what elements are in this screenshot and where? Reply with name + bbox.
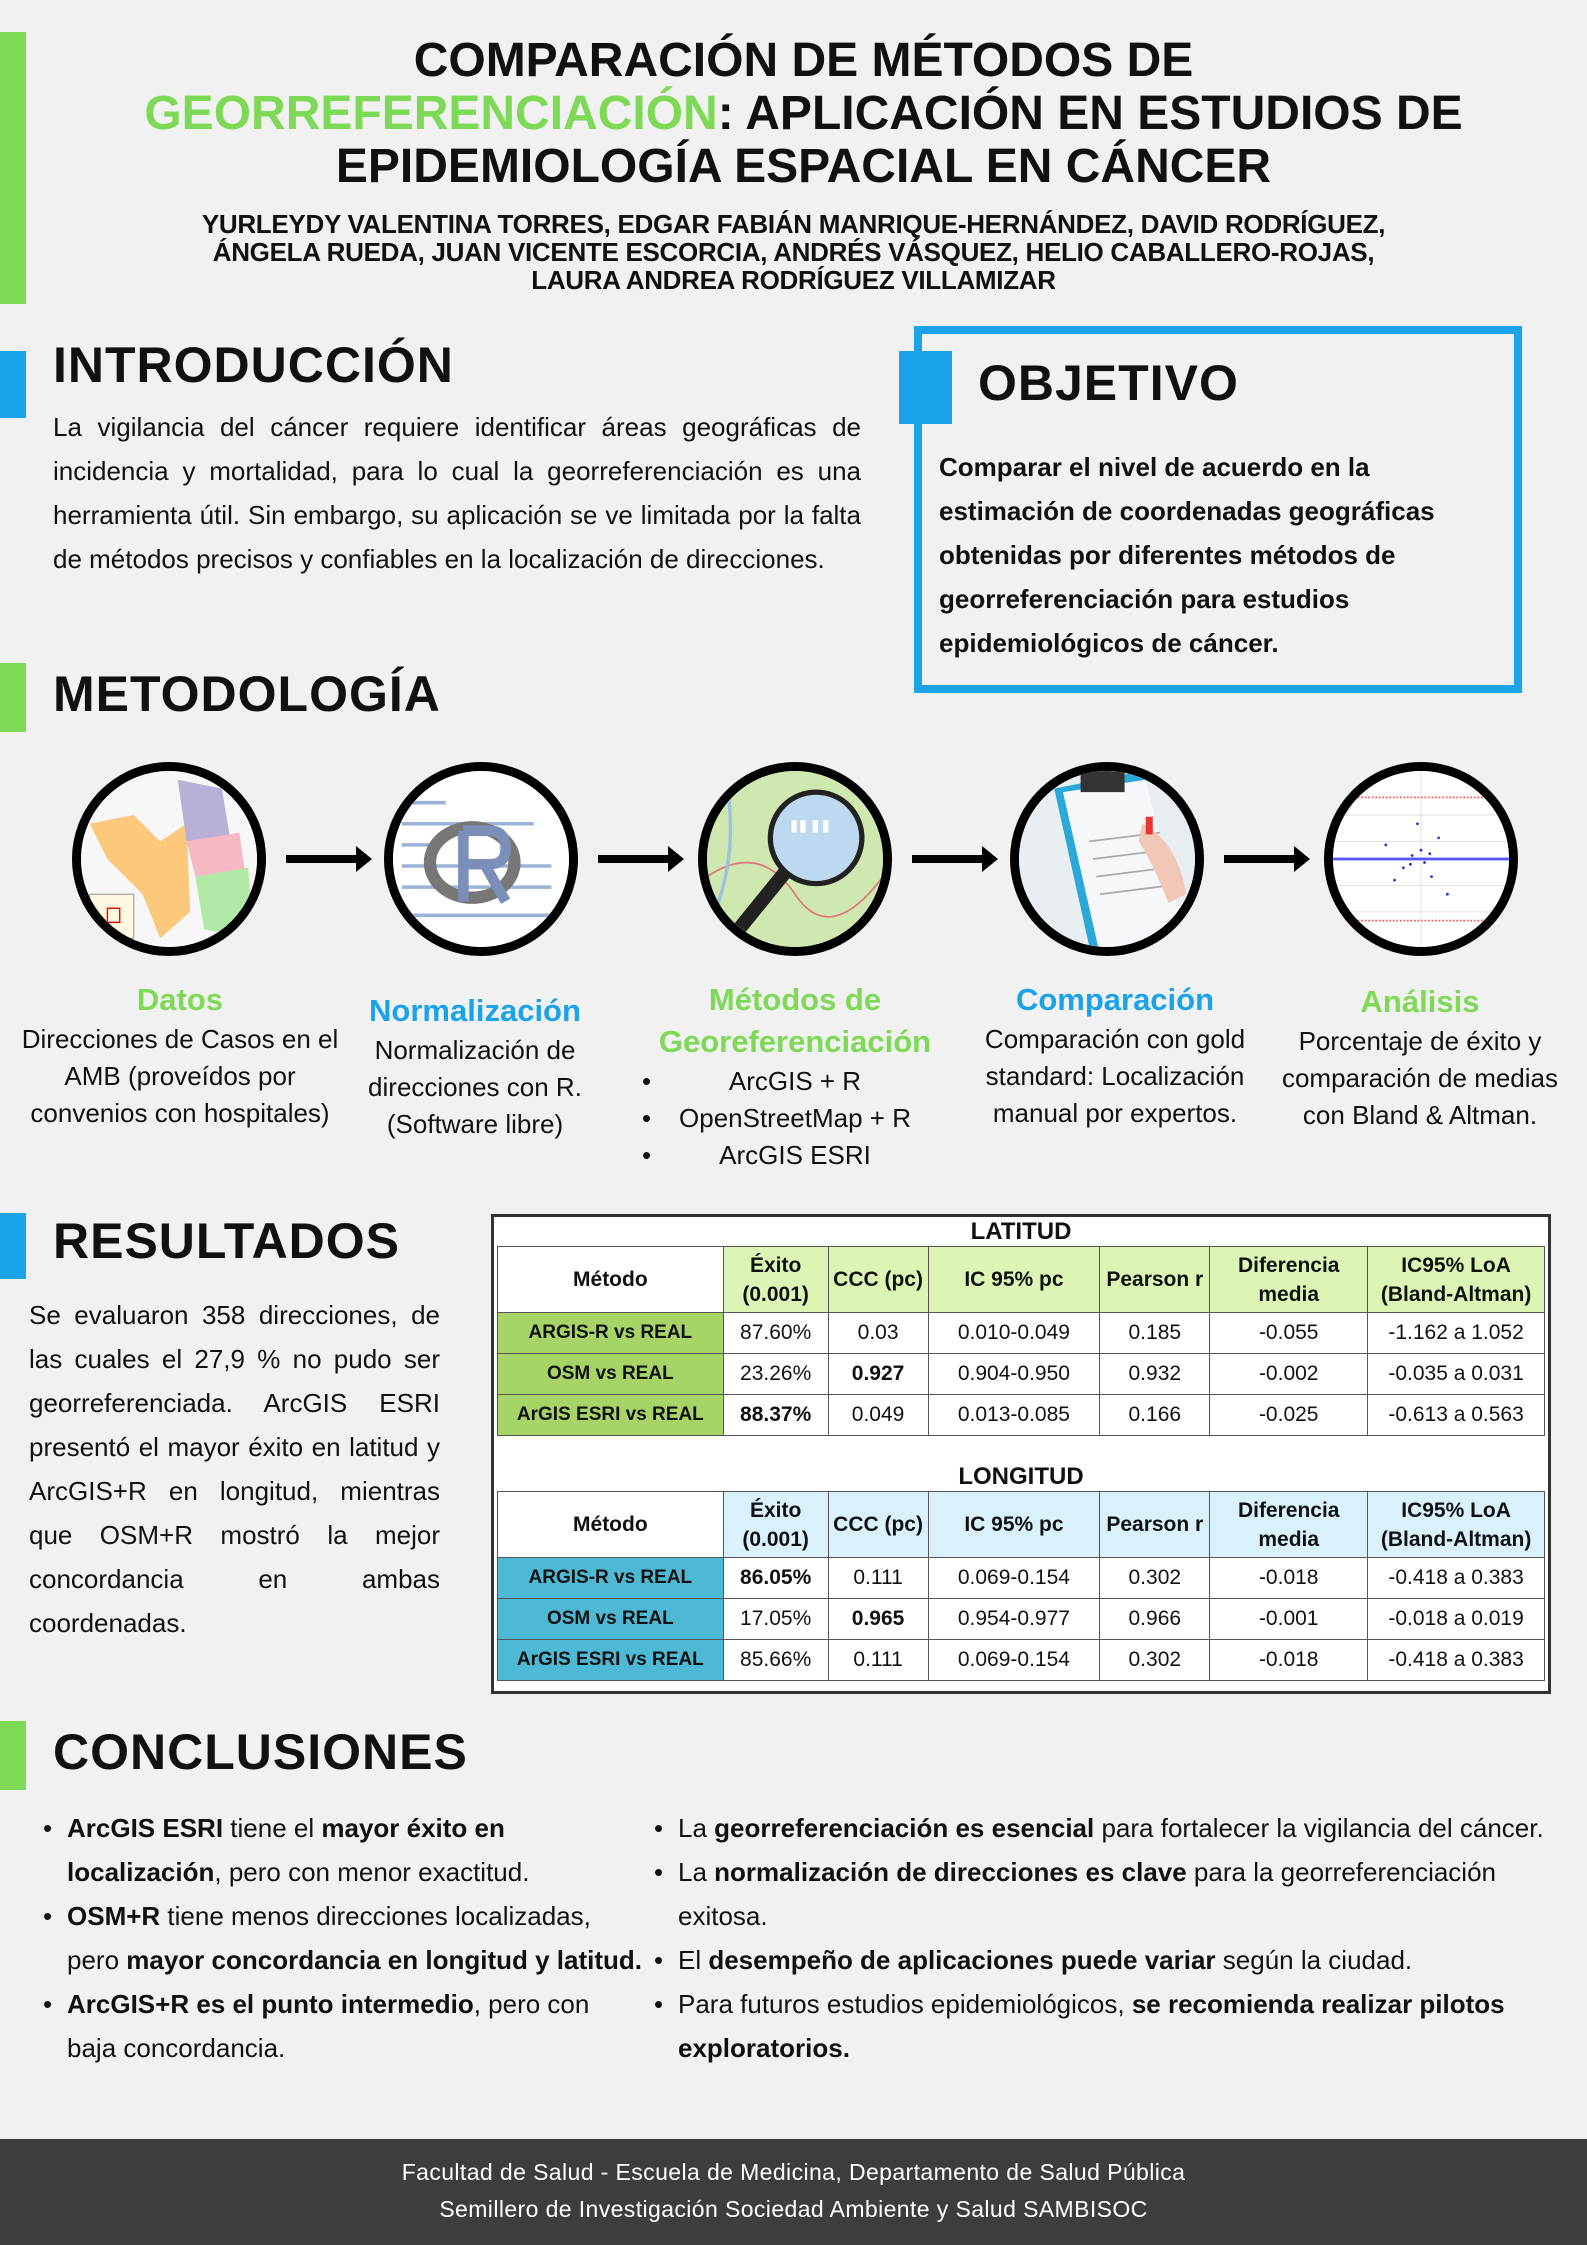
intro-accent-bar <box>0 351 26 418</box>
value-cell: 0.03 <box>828 1313 928 1354</box>
value-cell: 0.166 <box>1100 1395 1210 1436</box>
table-header-row <box>498 1247 1545 1313</box>
conclusion-item <box>654 1938 1564 1982</box>
step-label: Datos <box>136 982 224 1017</box>
method-cell: ARGIS-R vs REAL <box>498 1558 724 1599</box>
clipboard-image <box>1010 762 1204 956</box>
table-row <box>498 1354 1545 1395</box>
step-label: Métodos de Georeferenciación <box>658 982 932 1059</box>
results-text: Se evaluaron 358 direcciones, de las cuales el 27,9 % no pudo ser georreferenciada. ArcGIS ESRI presentó el mayor éxito en latitud y ArcGIS+R en longitud, mientras que OSM+R mostró la mejor concordancia en ambas coordenadas. <box>29 1300 440 1638</box>
column-header: CCC (pc) <box>828 1492 928 1558</box>
column-header: Pearson r <box>1100 1247 1210 1313</box>
results-tables <box>491 1214 1551 1694</box>
table-row <box>498 1640 1545 1681</box>
text: , pero con menor exactitud. <box>214 1857 530 1887</box>
emphasis-text: mayor éxito en localización <box>67 1813 505 1887</box>
method-cell: OSM vs REAL <box>498 1354 724 1395</box>
emphasis-text: se recomienda realizar pilotos exploratorios. <box>678 1989 1505 2063</box>
emphasis-text: OSM+R <box>67 1901 161 1931</box>
method-item: • ArcGIS + R <box>630 1063 960 1100</box>
text: tiene el <box>223 1813 322 1843</box>
emphasis-text: ArcGIS+R es el punto intermedio <box>67 1989 474 2019</box>
text: para la georreferenciación exitosa. <box>678 1857 1496 1931</box>
footer-line: Facultad de Salud - Escuela de Medicina, Departamento de Salud Pública <box>401 2159 1186 2185</box>
method-cell: ArGIS ESRI vs REAL <box>498 1640 724 1681</box>
arrow-icon <box>1224 855 1304 863</box>
table-row <box>498 1313 1545 1354</box>
column-header: Método <box>498 1492 724 1558</box>
latitude-table <box>497 1246 1545 1436</box>
value-cell: 0.069-0.154 <box>928 1558 1100 1599</box>
emphasis-text: ArcGIS ESRI <box>67 1813 224 1843</box>
value-cell: 17.05% <box>723 1599 828 1640</box>
value-cell: 0.904-0.950 <box>928 1354 1100 1395</box>
arrow-icon <box>286 855 366 863</box>
conclusions-accent-bar <box>0 1721 26 1790</box>
arrow-icon <box>598 855 678 863</box>
objective-text: Comparar el nivel de acuerdo en la estimación de coordenadas geográficas obtenidas por diferentes métodos de georreferenciación para estudios epidemiológicos de cáncer. <box>939 452 1435 658</box>
method-cell: ARGIS-R vs REAL <box>498 1313 724 1354</box>
conclusion-item <box>43 1894 643 1982</box>
longitude-table <box>497 1491 1545 1681</box>
emphasis-text: normalización de direcciones es clave <box>714 1857 1187 1887</box>
value-cell: 85.66% <box>723 1640 828 1681</box>
methodology-heading: METODOLOGÍA <box>53 666 441 722</box>
step-desc: Direcciones de Casos en el AMB (proveídos por convenios con hospitales) <box>21 1024 339 1128</box>
value-cell: 88.37% <box>723 1395 828 1436</box>
text: , pero con baja concordancia. <box>67 1989 590 2063</box>
value-cell: 0.965 <box>828 1599 928 1640</box>
conclusions-left <box>43 1806 643 2070</box>
poster-title <box>30 34 1577 193</box>
column-header: Éxito (0.001) <box>723 1492 828 1558</box>
column-header: Pearson r <box>1100 1492 1210 1558</box>
objective-accent <box>899 351 952 424</box>
step-metodos <box>630 979 960 1174</box>
value-cell: -0.018 <box>1210 1558 1368 1599</box>
r-software-image <box>384 762 578 956</box>
table-row <box>498 1599 1545 1640</box>
value-cell: -0.025 <box>1210 1395 1368 1436</box>
value-cell: 0.966 <box>1100 1599 1210 1640</box>
value-cell: 0.049 <box>828 1395 928 1436</box>
authors-line: LAURA ANDREA RODRÍGUEZ VILLAMIZAR <box>531 265 1056 295</box>
column-header: Diferencia media <box>1210 1492 1368 1558</box>
table-title: LATITUD <box>970 1218 1072 1245</box>
authors <box>20 210 1567 294</box>
value-cell: 0.111 <box>828 1640 928 1681</box>
value-cell: 23.26% <box>723 1354 828 1395</box>
value-cell: -0.002 <box>1210 1354 1368 1395</box>
value-cell: 0.111 <box>828 1558 928 1599</box>
method-cell: OSM vs REAL <box>498 1599 724 1640</box>
method-cell: ArGIS ESRI vs REAL <box>498 1395 724 1436</box>
objective-heading: OBJETIVO <box>978 355 1239 411</box>
title-line <box>30 87 1577 140</box>
column-header: CCC (pc) <box>828 1247 928 1313</box>
step-label: Comparación <box>1015 982 1215 1017</box>
column-header: IC95% LoA (Bland-Altman) <box>1368 1247 1545 1313</box>
step-analisis <box>1275 981 1565 1134</box>
value-cell: -0.418 a 0.383 <box>1368 1640 1545 1681</box>
text: Para futuros estudios epidemiológicos, <box>678 1989 1132 2019</box>
conclusion-item <box>654 1806 1564 1850</box>
title-line: COMPARACIÓN DE MÉTODOS DE <box>413 34 1194 87</box>
emphasis-text: georreferenciación es esencial <box>714 1813 1095 1843</box>
conclusion-item <box>654 1982 1564 2070</box>
intro-heading: INTRODUCCIÓN <box>53 337 454 393</box>
value-cell: -0.018 a 0.019 <box>1368 1599 1545 1640</box>
value-cell: -0.001 <box>1210 1599 1368 1640</box>
step-desc: Normalización de direcciones con R. (Software libre) <box>368 1035 582 1139</box>
value-cell: 0.302 <box>1100 1640 1210 1681</box>
text: La <box>678 1813 715 1843</box>
conclusion-item <box>43 1806 643 1894</box>
authors-line: YURLEYDY VALENTINA TORRES, EDGAR FABIÁN MANRIQUE-HERNÁNDEZ, DAVID RODRÍGUEZ, <box>201 209 1386 239</box>
conclusion-item <box>654 1850 1564 1938</box>
text: El <box>678 1945 709 1975</box>
table-title: LONGITUD <box>958 1463 1084 1490</box>
geocoding-magnifier-image <box>698 762 892 956</box>
value-cell: 0.069-0.154 <box>928 1640 1100 1681</box>
column-header: IC 95% pc <box>928 1492 1100 1558</box>
methodology-accent-bar <box>0 663 26 732</box>
step-desc: Comparación con gold standard: Localización manual por expertos. <box>984 1024 1246 1128</box>
title-highlight: GEORREFERENCIACIÓN <box>144 87 718 140</box>
step-label: Normalización <box>369 993 581 1028</box>
authors-line: ÁNGELA RUEDA, JUAN VICENTE ESCORCIA, ANDRÉS VÁSQUEZ, HELIO CABALLERO-ROJAS, <box>212 237 1375 267</box>
column-header: IC95% LoA (Bland-Altman) <box>1368 1492 1545 1558</box>
map-image <box>72 762 266 956</box>
method-item: • ArcGIS ESRI <box>630 1137 960 1174</box>
table-row <box>498 1558 1545 1599</box>
value-cell: 0.927 <box>828 1354 928 1395</box>
value-cell: 0.954-0.977 <box>928 1599 1100 1640</box>
method-list <box>630 1063 960 1174</box>
results-heading: RESULTADOS <box>53 1213 401 1269</box>
method-item: • OpenStreetMap + R <box>630 1100 960 1137</box>
title-rest: : APLICACIÓN EN ESTUDIOS DE <box>717 87 1463 140</box>
text: según la ciudad. <box>1215 1945 1413 1975</box>
text: para fortalecer la vigilancia del cáncer. <box>1094 1813 1544 1843</box>
value-cell: -0.613 a 0.563 <box>1368 1395 1545 1436</box>
footer-line: Semillero de Investigación Sociedad Ambiente y Salud SAMBISOC <box>439 2196 1148 2222</box>
value-cell: 0.010-0.049 <box>928 1313 1100 1354</box>
arrow-icon <box>912 855 992 863</box>
text: La <box>678 1857 715 1887</box>
value-cell: 0.013-0.085 <box>928 1395 1100 1436</box>
table-header-row <box>498 1492 1545 1558</box>
conclusions-heading: CONCLUSIONES <box>53 1724 468 1780</box>
intro-text: La vigilancia del cáncer requiere identificar áreas geográficas de incidencia y mortalidad, para lo cual la georreferenciación es una herramienta útil. Sin embargo, su aplicación se ve limitada por la falta de métodos precisos y confiables en la localización de direcciones. <box>53 412 861 574</box>
footer <box>0 2139 1587 2245</box>
title-line: EPIDEMIOLOGÍA ESPACIAL EN CÁNCER <box>335 140 1272 193</box>
column-header: Éxito (0.001) <box>723 1247 828 1313</box>
column-header: Diferencia media <box>1210 1247 1368 1313</box>
emphasis-text: desempeño de aplicaciones puede variar <box>708 1945 1216 1975</box>
step-desc: Porcentaje de éxito y comparación de medias con Bland & Altman. <box>1281 1026 1559 1130</box>
value-cell: 0.185 <box>1100 1313 1210 1354</box>
step-datos <box>20 979 340 1132</box>
value-cell: -0.035 a 0.031 <box>1368 1354 1545 1395</box>
value-cell: -0.418 a 0.383 <box>1368 1558 1545 1599</box>
value-cell: -0.018 <box>1210 1640 1368 1681</box>
value-cell: 87.60% <box>723 1313 828 1354</box>
conclusion-item <box>43 1982 643 2070</box>
bland-altman-plot-image <box>1324 762 1518 956</box>
step-comparacion <box>970 979 1260 1132</box>
value-cell: 0.932 <box>1100 1354 1210 1395</box>
step-normalizacion <box>335 990 615 1143</box>
conclusions-right <box>654 1806 1564 2070</box>
column-header: Método <box>498 1247 724 1313</box>
value-cell: -0.055 <box>1210 1313 1368 1354</box>
value-cell: 86.05% <box>723 1558 828 1599</box>
results-accent-bar <box>0 1213 26 1279</box>
column-header: IC 95% pc <box>928 1247 1100 1313</box>
value-cell: -1.162 a 1.052 <box>1368 1313 1545 1354</box>
step-label: Análisis <box>1360 984 1480 1019</box>
table-row <box>498 1395 1545 1436</box>
emphasis-text: mayor concordancia en longitud y latitud. <box>126 1945 642 1975</box>
value-cell: 0.302 <box>1100 1558 1210 1599</box>
text: tiene menos direcciones localizadas, pero <box>67 1901 591 1975</box>
